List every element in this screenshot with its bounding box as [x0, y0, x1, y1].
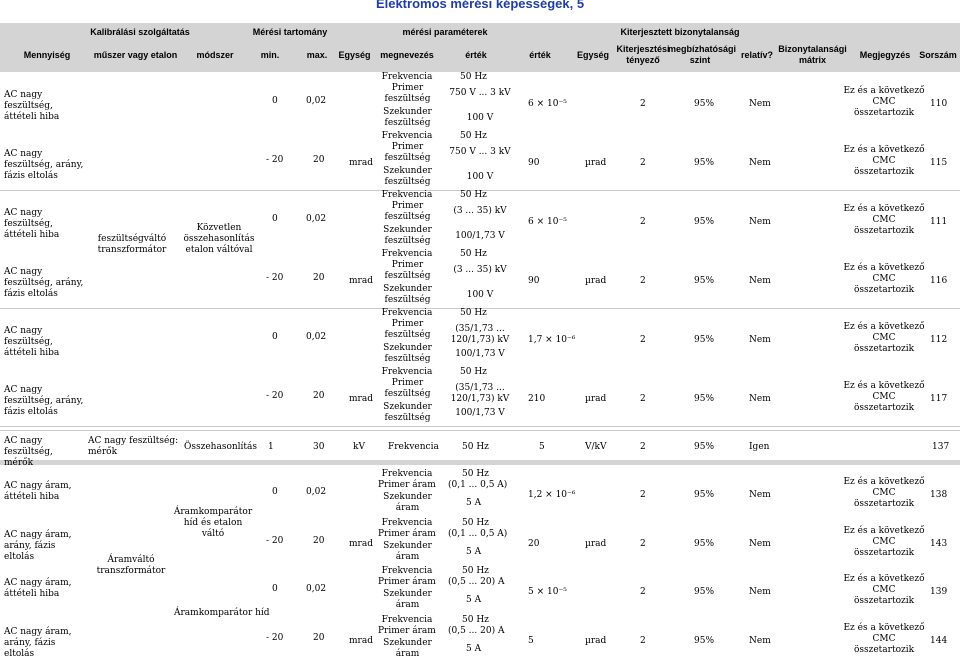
param-value-szekunder: 5 A — [466, 595, 482, 605]
param-name-primer: Primer feszültség — [384, 142, 431, 163]
k-cell: 2 — [640, 442, 646, 452]
note-cell: Ez és a következő CMC összetartozik — [843, 574, 925, 607]
conf-cell: 95% — [694, 442, 715, 452]
quantity-cell: AC nagy feszültség, mérők — [4, 436, 53, 468]
col-min: min. — [260, 50, 280, 60]
k-cell: 2 — [640, 393, 646, 404]
serial-cell: 138 — [930, 490, 948, 501]
min-cell: 0 — [272, 213, 278, 224]
param-value-freq: 50 Hz — [462, 566, 489, 576]
max-cell: 20 — [313, 535, 325, 546]
param-name-szekunder: Szekunder feszültség — [383, 225, 432, 246]
max-cell: 20 — [313, 154, 325, 165]
col-quantity: Mennyiség — [23, 50, 71, 60]
param-value-szekunder: 100/1,73 V — [455, 408, 505, 418]
min-cell: - 20 — [266, 535, 284, 546]
param-value-primer: 750 V ... 3 kV — [449, 147, 511, 157]
conf-cell: 95% — [694, 216, 715, 227]
param-name-freq: Frekvencia — [381, 72, 433, 82]
col-unit: Egység — [338, 50, 371, 60]
hdr-uncertainty: Kiterjesztett bizonytalanság — [620, 27, 740, 37]
serial-cell: 139 — [930, 587, 948, 598]
param-name-freq: Frekvencia — [381, 469, 433, 479]
col-pname: megnevezés — [380, 50, 434, 60]
hdr-params: mérési paraméterek — [402, 27, 488, 37]
uvalue-cell: 5 × 10⁻⁵ — [528, 587, 567, 598]
conf-cell: 95% — [694, 635, 715, 646]
pvalue-cell: 50 Hz — [462, 442, 489, 452]
uvalue-cell: 6 × 10⁻⁵ — [528, 216, 567, 227]
note-cell: Ez és a következő CMC összetartozik — [843, 380, 925, 413]
param-value-primer: (35/1,73 ... 120/1,73) kV — [450, 383, 510, 404]
param-name-freq: Frekvencia — [381, 190, 433, 200]
col-k: Kiterjesztési tényező — [616, 44, 670, 65]
min-cell: - 20 — [266, 154, 284, 165]
param-value-szekunder: 100/1,73 V — [455, 349, 505, 359]
row-divider — [0, 430, 960, 431]
param-value-szekunder: 100 V — [466, 290, 494, 300]
rel-cell: Nem — [749, 334, 771, 345]
quantity-cell: AC nagy áram, áttételi hiba — [4, 578, 72, 600]
k-cell: 2 — [640, 334, 646, 345]
uvalue-cell: 210 — [528, 393, 546, 404]
conf-cell: 95% — [694, 98, 715, 109]
param-name-freq: Frekvencia — [381, 249, 433, 259]
max-cell: 20 — [313, 272, 325, 283]
pname-cell: Frekvencia — [388, 442, 439, 452]
param-value-szekunder: 100 V — [466, 113, 494, 123]
unit-cell: kV — [353, 442, 365, 452]
param-name-szekunder: Szekunder áram — [383, 492, 432, 513]
param-name-primer: Primer áram — [378, 577, 436, 587]
quantity-cell: AC nagy feszültség, arány, fázis eltolás — [4, 148, 84, 181]
max-cell: 20 — [313, 632, 325, 643]
param-name-szekunder: Szekunder feszültség — [383, 402, 432, 423]
param-value-freq: 50 Hz — [462, 469, 489, 479]
conf-cell: 95% — [694, 275, 715, 286]
min-cell: - 20 — [266, 390, 284, 401]
max-cell: 0,02 — [306, 487, 327, 498]
param-name-szekunder: Szekunder feszültség — [383, 284, 432, 305]
uunit-cell: µrad — [585, 275, 607, 286]
param-name-primer: Primer feszültség — [384, 260, 431, 281]
param-name-szekunder: Szekunder feszültség — [383, 166, 432, 187]
serial-cell: 111 — [930, 216, 948, 227]
unit-cell: mrad — [349, 157, 373, 168]
param-name-primer: Primer feszültség — [384, 378, 431, 399]
note-cell: Ez és a következő CMC összetartozik — [843, 622, 925, 655]
quantity-cell: AC nagy áram, arány, fázis eltolás — [4, 529, 72, 562]
uvalue-cell: 5 — [528, 635, 534, 646]
method-cell: Összehasonlítás — [184, 442, 258, 452]
param-name-primer: Primer feszültség — [384, 319, 431, 340]
param-value-szekunder: 5 A — [466, 546, 482, 557]
method-cell: Áramkomparátor híd és etalon váltó — [173, 507, 253, 539]
k-cell: 2 — [640, 216, 646, 227]
hdr-range: Mérési tartomány — [252, 27, 328, 37]
quantity-cell: AC nagy áram, áttételi hiba — [4, 481, 72, 503]
uvalue-cell: 20 — [528, 538, 540, 549]
col-rel: relatív? — [740, 50, 773, 60]
param-name-szekunder: Szekunder feszültség — [383, 343, 432, 364]
col-method: módszer — [196, 50, 234, 60]
quantity-cell: AC nagy feszültség, arány, fázis eltolás — [4, 266, 84, 299]
param-name-szekunder: Szekunder áram — [383, 540, 432, 562]
rel-cell: Nem — [749, 216, 771, 227]
note-cell: Ez és a következő CMC összetartozik — [843, 525, 925, 558]
param-value-primer: (0,1 ... 0,5 A) — [448, 480, 508, 490]
uvalue-cell: 1,2 × 10⁻⁶ — [528, 490, 576, 501]
quantity-cell: AC nagy feszültség, áttételi hiba — [4, 325, 60, 358]
rel-cell: Nem — [749, 538, 771, 549]
uunit-cell: µrad — [585, 635, 607, 646]
col-conf: megbízhatósági szint — [668, 44, 737, 65]
min-cell: 1 — [268, 442, 274, 452]
param-value-szekunder: 5 A — [466, 643, 482, 654]
note-cell: Ez és a következő CMC összetartozik — [843, 203, 925, 236]
col-note: Megjegyzés — [859, 50, 911, 60]
max-cell: 20 — [313, 390, 325, 401]
rel-cell: Nem — [749, 490, 771, 501]
param-name-szekunder: Szekunder áram — [383, 637, 432, 659]
conf-cell: 95% — [694, 393, 715, 404]
rel-cell: Nem — [749, 635, 771, 646]
conf-cell: 95% — [694, 490, 715, 501]
note-cell: Ez és a következő CMC összetartozik — [843, 85, 925, 118]
uvalue-cell: 90 — [528, 157, 540, 168]
uvalue-cell: 6 × 10⁻⁵ — [528, 98, 567, 109]
row-divider — [0, 426, 960, 427]
k-cell: 2 — [640, 98, 646, 109]
k-cell: 2 — [640, 635, 646, 646]
unit-cell: mrad — [349, 538, 373, 549]
serial-cell: 137 — [932, 442, 950, 452]
param-value-freq: 50 Hz — [460, 72, 487, 82]
rel-cell: Nem — [749, 157, 771, 168]
uunit-cell: µrad — [585, 157, 607, 168]
conf-cell: 95% — [694, 157, 715, 168]
col-uunit: Egység — [576, 50, 609, 60]
uvalue-cell: 1,7 × 10⁻⁶ — [528, 334, 576, 345]
rel-cell: Nem — [749, 393, 771, 404]
param-value-primer: (0,1 ... 0,5 A) — [448, 528, 508, 539]
min-cell: - 20 — [266, 272, 284, 283]
min-cell: 0 — [272, 95, 278, 106]
note-cell: Ez és a következő CMC összetartozik — [843, 321, 925, 354]
rel-cell: Nem — [749, 275, 771, 286]
max-cell: 30 — [313, 442, 325, 452]
param-value-primer: (3 ... 35) kV — [453, 265, 507, 275]
min-cell: 0 — [272, 584, 278, 595]
serial-cell: 115 — [930, 157, 948, 168]
param-name-freq: Frekvencia — [381, 131, 433, 141]
method-cell: Közvetlen összehasonlítás etalon váltóval — [183, 223, 255, 255]
param-value-freq: 50 Hz — [460, 308, 487, 318]
min-cell: 0 — [272, 331, 278, 342]
serial-cell: 112 — [930, 334, 948, 345]
instrument-cell: feszültségváltó transzformátor — [97, 234, 167, 255]
serial-cell: 117 — [930, 393, 948, 404]
param-value-primer: (35/1,73 ... 120/1,73) kV — [450, 324, 510, 345]
param-value-freq: 50 Hz — [462, 517, 489, 528]
max-cell: 0,02 — [306, 95, 327, 106]
serial-cell: 116 — [930, 275, 948, 286]
method-cell: Áramkomparátor híd — [174, 608, 270, 618]
param-value-freq: 50 Hz — [460, 367, 487, 377]
param-value-primer: (0,5 ... 20) A — [448, 625, 505, 636]
page-title: Elektromos mérési képességek, 5 — [375, 0, 585, 11]
k-cell: 2 — [640, 490, 646, 501]
col-uvalue: érték — [529, 50, 551, 60]
rel-cell: Igen — [749, 442, 770, 452]
uvalue-cell: 90 — [528, 275, 540, 286]
param-name-primer: Primer áram — [378, 528, 436, 539]
max-cell: 0,02 — [306, 213, 327, 224]
instrument-cell: Áramváltó transzformátor — [96, 555, 166, 576]
param-name-primer: Primer áram — [378, 625, 436, 636]
k-cell: 2 — [640, 538, 646, 549]
quantity-cell: AC nagy feszültség, áttételi hiba — [4, 89, 60, 122]
param-name-freq: Frekvencia — [381, 614, 433, 625]
param-value-freq: 50 Hz — [460, 131, 487, 141]
uunit-cell: µrad — [585, 393, 607, 404]
col-matrix: Bizonytalansági mátrix — [778, 44, 847, 65]
note-cell: Ez és a következő CMC összetartozik — [843, 477, 925, 510]
param-value-szekunder: 100/1,73 V — [455, 231, 505, 241]
note-cell: Ez és a következő CMC összetartozik — [843, 144, 925, 177]
note-cell: Ez és a következő CMC összetartozik — [843, 262, 925, 295]
quantity-cell: AC nagy feszültség, áttételi hiba — [4, 207, 60, 240]
quantity-cell: AC nagy feszültség, arány, fázis eltolás — [4, 384, 84, 417]
hdr-service: Kalibrálási szolgáltatás — [90, 27, 190, 37]
param-value-primer: 750 V ... 3 kV — [449, 88, 511, 98]
param-value-primer: (3 ... 35) kV — [453, 206, 507, 216]
conf-cell: 95% — [694, 587, 715, 598]
serial-cell: 110 — [930, 98, 948, 109]
unit-cell: mrad — [349, 635, 373, 646]
param-value-primer: (0,5 ... 20) A — [448, 577, 505, 587]
param-value-freq: 50 Hz — [462, 614, 489, 625]
serial-cell: 144 — [930, 635, 948, 646]
param-name-freq: Frekvencia — [381, 517, 433, 528]
instrument-cell: AC nagy feszültség: mérők — [88, 436, 179, 457]
min-cell: 0 — [272, 487, 278, 498]
uvalue-cell: 5 — [539, 442, 545, 452]
col-pvalue: érték — [465, 50, 487, 60]
uunit-cell: µrad — [585, 538, 607, 549]
param-name-freq: Frekvencia — [381, 367, 433, 377]
max-cell: 0,02 — [306, 584, 327, 595]
param-value-freq: 50 Hz — [460, 249, 487, 259]
max-cell: 0,02 — [306, 331, 327, 342]
min-cell: - 20 — [266, 632, 284, 643]
unit-cell: mrad — [349, 275, 373, 286]
col-max: max. — [306, 50, 328, 60]
param-name-primer: Primer áram — [378, 480, 436, 490]
param-value-szekunder: 5 A — [466, 498, 482, 508]
serial-cell: 143 — [930, 538, 948, 549]
quantity-cell: AC nagy áram, arány, fázis eltolás — [4, 626, 72, 659]
k-cell: 2 — [640, 587, 646, 598]
k-cell: 2 — [640, 157, 646, 168]
param-value-freq: 50 Hz — [460, 190, 487, 200]
param-name-primer: Primer feszültség — [384, 201, 431, 222]
param-name-primer: Primer feszültség — [384, 83, 431, 104]
col-instrument: műszer vagy etalon — [93, 50, 178, 60]
separator-bottom — [0, 460, 960, 465]
conf-cell: 95% — [694, 334, 715, 345]
param-value-szekunder: 100 V — [466, 172, 494, 182]
col-serial: Sorszám — [919, 50, 957, 60]
param-name-freq: Frekvencia — [381, 566, 433, 576]
rel-cell: Nem — [749, 98, 771, 109]
rel-cell: Nem — [749, 587, 771, 598]
conf-cell: 95% — [694, 538, 715, 549]
param-name-freq: Frekvencia — [381, 308, 433, 318]
param-name-szekunder: Szekunder feszültség — [383, 107, 432, 128]
unit-cell: mrad — [349, 393, 373, 404]
uunit-cell: V/kV — [585, 442, 607, 452]
param-name-szekunder: Szekunder áram — [383, 589, 432, 610]
k-cell: 2 — [640, 275, 646, 286]
